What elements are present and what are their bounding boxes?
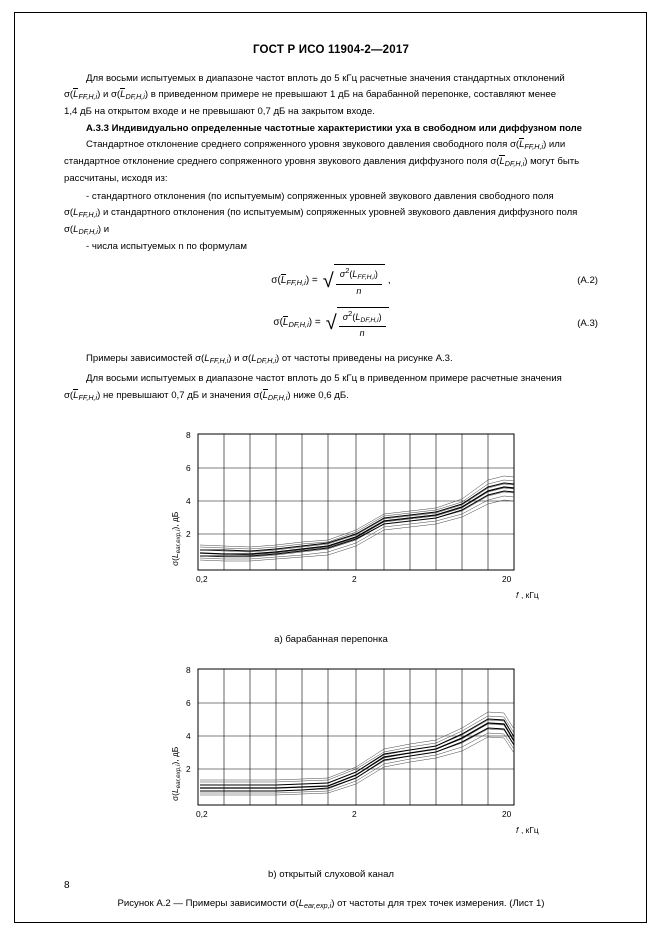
list-item-2-text: - числа испытуемых n по формулам — [86, 241, 247, 253]
var-ldf: L — [499, 155, 505, 167]
list-item-2 — [64, 240, 598, 254]
fraction-numerator — [336, 266, 382, 284]
paragraph-1b — [64, 88, 598, 103]
f3-sigma: σ( — [273, 317, 283, 329]
f2-sigma: σ( — [271, 274, 281, 286]
f3-num-sigma: σ — [342, 311, 349, 322]
var-l-2: L — [120, 89, 126, 101]
radicand — [334, 264, 385, 297]
ya-tick-6: 6 — [186, 462, 191, 473]
var-ldf2-sub: DF,H,i — [78, 227, 98, 237]
f2-eq: ) = — [305, 274, 318, 286]
f2-var: L — [280, 274, 287, 286]
formula-a2 — [64, 264, 598, 297]
paragraph-2b-tail: ) могут быть — [524, 155, 580, 167]
yb-tick-8: 8 — [186, 664, 191, 675]
yb-tick-4: 4 — [186, 730, 191, 741]
list-item-1b-text: ) и стандартного отклонения (по испытуемым) сопряженных уровней звукового давления диффузного поля — [97, 207, 578, 219]
ya-post: ), дБ — [170, 511, 180, 530]
figure-b-caption: b) открытый слуховой канал — [268, 868, 394, 880]
fraction — [339, 309, 386, 340]
p4-var1-sub: FF,H,i — [78, 392, 98, 402]
ya-tick-8: 8 — [186, 429, 191, 440]
figure-b — [64, 661, 598, 861]
var-lff-sub: FF,H,i — [524, 142, 544, 151]
f3-num-sub: DF,H,i — [360, 316, 379, 324]
p4-var2: L — [262, 389, 268, 401]
figure-a-plot — [64, 426, 598, 606]
p4-sigma: σ( — [64, 389, 74, 401]
figure-a-caption: а) барабанная перепонка — [274, 633, 388, 645]
figure-b-plot — [64, 661, 598, 841]
p3-var2: L — [251, 352, 257, 364]
xb-label-var: f — [516, 824, 519, 835]
ya-tick-2: 2 — [186, 528, 191, 539]
document-title: ГОСТ Р ИСО 11904-2—2017 — [252, 44, 410, 56]
xb-tick-0-2: 0,2 — [196, 808, 208, 819]
fraction — [336, 266, 382, 297]
xa-tick-20: 20 — [502, 573, 512, 584]
f3-var-sub: DF,H,i — [288, 320, 309, 330]
f3-num-open: ( — [352, 311, 356, 322]
f3-var: L — [282, 317, 289, 329]
formula-a3-lhs — [273, 317, 320, 329]
paragraph-2a-text: Стандартное отклонение среднего сопряженного уровня звукового давления свободного поля σ( — [86, 138, 520, 150]
paragraph-1-text: Для восьми испытуемых в диапазоне частот вплоть до 5 кГц расчетные значения стандартных отклонений — [86, 73, 565, 84]
var-l-1-sub: FF,H,i — [78, 92, 98, 102]
paragraph-2b — [64, 155, 598, 170]
p4-var2-sub: DF,H,i — [267, 392, 288, 402]
var-l-2-sub: DF,H,i — [125, 92, 145, 102]
formula-a3-sqrt — [326, 307, 389, 340]
radical-sign: √ — [325, 312, 337, 335]
main-caption-sub: ear,exp,i — [304, 900, 332, 910]
paragraph-2b-text: стандартное отклонение среднего сопряженного уровня звукового давления диффузного поля σ( — [64, 155, 500, 167]
main-caption-var: L — [298, 897, 305, 909]
f2-num-var: L — [352, 269, 358, 280]
page-content — [64, 44, 598, 910]
f2-num-pow: 2 — [345, 266, 350, 276]
ya-var: L — [170, 552, 180, 558]
xa-label-unit: , кГц — [521, 589, 539, 600]
list-item-1c — [64, 223, 598, 238]
xa-label-var: f — [516, 589, 519, 600]
paragraph-1c: 1,4 дБ на открытом входе и не превышают 0,7 дБ на закрытом входе. — [64, 106, 375, 118]
formula-a2-tail: , — [387, 275, 391, 287]
sigma-open-2: σ( — [64, 207, 74, 219]
paragraph-2a-tail: ) или — [543, 138, 566, 150]
figure-main-caption — [64, 898, 598, 910]
f3-eq: ) = — [308, 317, 321, 329]
ya-tick-4: 4 — [186, 495, 191, 506]
f2-num-open: ( — [349, 269, 353, 280]
section-heading-a33: A.3.3 Индивидуально определенные частотные характеристики уха в свободном или диффузном поле — [86, 122, 582, 134]
mid-text: ) и σ( — [97, 89, 121, 101]
figure-a — [64, 426, 598, 626]
var-l-1: L — [73, 89, 79, 101]
p4-mid: ) не превышают 0,7 дБ и значения σ( — [97, 389, 263, 401]
var-lff2-sub: FF,H,i — [78, 210, 98, 220]
xb-tick-20: 20 — [502, 808, 512, 819]
formula-a2-lhs — [271, 275, 317, 287]
fraction-denominator: n — [356, 285, 362, 296]
paragraph-4b — [64, 389, 598, 404]
p3-tail: ) от частоты приведены на рисунке А.3. — [276, 352, 453, 364]
yb-open: σ( — [170, 792, 180, 801]
var-ldf-sub: DF,H,i — [504, 158, 525, 168]
f2-num-close: ) — [374, 269, 378, 280]
paragraph-1 — [64, 72, 598, 86]
var-lff2: L — [73, 207, 79, 219]
formula-a3 — [64, 307, 598, 340]
sigma-open: σ( — [64, 89, 74, 101]
yb-sub: ear,exp,i — [174, 764, 182, 788]
p4-var1: L — [73, 389, 79, 401]
post-text: ) в приведенном примере не превышают 1 дБ на барабанной перепонке, составляют менее — [144, 89, 557, 101]
f2-var-sub: FF,H,i — [286, 277, 306, 287]
list-item-1c-text: ) и — [97, 224, 110, 236]
f3-num-pow: 2 — [348, 308, 353, 318]
p3-var1-sub: FF,H,i — [209, 355, 229, 365]
paragraph-2c: рассчитаны, исходя из: — [64, 172, 168, 184]
paragraph-3-text: Примеры зависимостей σ( — [86, 352, 205, 364]
var-lff: L — [519, 138, 525, 150]
page-number: 8 — [64, 880, 70, 891]
var-ldf2: L — [73, 224, 79, 236]
paragraph-3 — [64, 352, 598, 367]
p3-mid: ) и σ( — [228, 352, 252, 364]
yb-tick-6: 6 — [186, 697, 191, 708]
figure-b-wrapper — [64, 661, 598, 880]
xa-tick-2: 2 — [352, 573, 357, 584]
sigma-open-3: σ( — [64, 224, 74, 236]
list-item-1a: - стандартного отклонения (по испытуемым) сопряженных уровней звукового давления свободного поля — [86, 191, 554, 202]
paragraph-4a: Для восьми испытуемых в диапазоне частот вплоть до 5 кГц в приведенном примере расчетные значения — [86, 373, 562, 385]
ya-sub: ear,exp,i — [174, 529, 182, 553]
p4-tail: ) ниже 0,6 дБ. — [287, 389, 349, 401]
xb-tick-2: 2 — [352, 808, 357, 819]
main-caption-a: Рисунок А.2 — Примеры зависимости σ( — [117, 897, 299, 909]
xa-tick-0-2: 0,2 — [196, 573, 208, 584]
f2-num-sigma: σ — [339, 269, 346, 280]
formula-a3-number: (А.3) — [577, 317, 598, 329]
list-item-1b — [64, 206, 598, 221]
formula-a2-sqrt — [323, 264, 385, 297]
fraction-denominator: n — [359, 328, 365, 339]
p3-var2-sub: DF,H,i — [256, 355, 277, 365]
yb-post: ), дБ — [170, 746, 180, 765]
paragraph-2a — [64, 138, 598, 153]
yb-tick-2: 2 — [186, 763, 191, 774]
figure-a-wrapper — [64, 426, 598, 645]
p3-var1: L — [204, 352, 210, 364]
radicand — [337, 307, 389, 340]
ya-open: σ( — [170, 557, 180, 566]
main-caption-c: ) от частоты для трех точек измерения. (Лист 1) — [331, 897, 545, 909]
yb-var: L — [170, 787, 180, 793]
formula-a2-number: (А.2) — [577, 275, 598, 287]
f3-num-close: ) — [378, 311, 382, 322]
xb-label-unit: , кГц — [521, 824, 539, 835]
f3-num-var: L — [355, 311, 361, 322]
f2-num-sub: FF,H,i — [357, 274, 375, 282]
radical-sign: √ — [322, 269, 334, 292]
fraction-numerator — [339, 309, 386, 327]
